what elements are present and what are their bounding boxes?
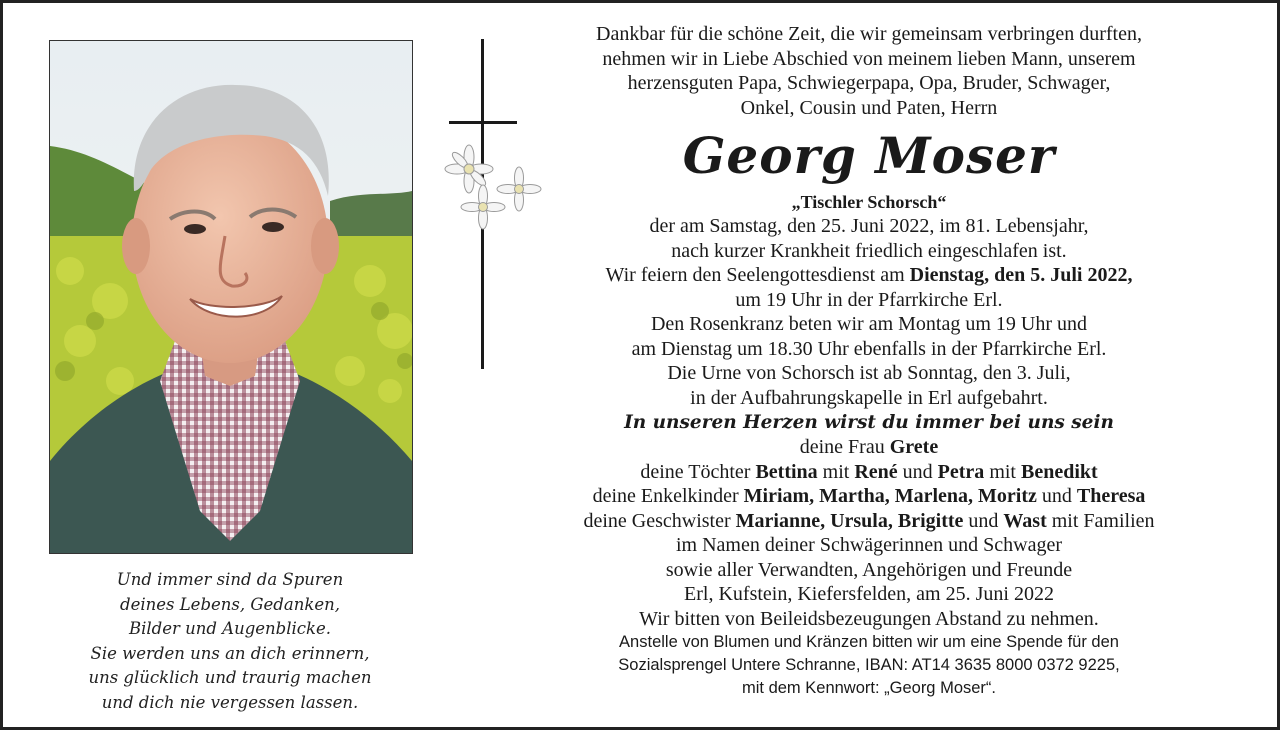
name: Benedikt <box>1020 460 1098 483</box>
deceased-name: Georg Moser <box>682 126 1056 185</box>
portrait-illustration <box>50 41 412 553</box>
donation-line: Anstelle von Blumen und Kränzen bitten wir um eine Spende für den <box>619 633 1119 651</box>
family-inlaws: im Namen deiner Schwägerinnen und Schwager <box>676 534 1062 556</box>
label: und <box>963 509 1004 532</box>
quote-line: Sie werden uns an dich erinnern, <box>90 643 370 663</box>
intro-line: Dankbar für die schöne Zeit, die wir gemeinsam verbringen durften, <box>596 23 1142 45</box>
family-wife <box>523 435 1215 460</box>
place-date: Erl, Kufstein, Kiefersfelden, am 25. Juni 2022 <box>684 583 1054 605</box>
nickname: „Tischler Schorsch“ <box>791 192 947 212</box>
motto: In unseren Herzen wirst du immer bei uns sein <box>624 412 1114 433</box>
urn-line: Die Urne von Schorsch ist ab Sonntag, den 3. Juli, <box>667 362 1071 384</box>
label: deine Frau <box>799 436 890 458</box>
intro-line: herzensguten Papa, Schwiegerpapa, Opa, Bruder, Schwager, <box>627 72 1111 94</box>
name: Petra <box>937 460 985 483</box>
name: Marianne, Ursula, Brigitte <box>735 509 964 532</box>
service-prefix: Wir feiern den Seelengottesdienst am <box>605 264 910 286</box>
quote-line: Bilder und Augenblicke. <box>128 619 332 638</box>
name: Bettina <box>755 460 818 483</box>
family-daughters <box>523 460 1215 485</box>
donation-line: Sozialsprengel Untere Schranne, IBAN: AT14 3635 8000 0372 9225, <box>618 656 1120 674</box>
label: deine Enkelkinder <box>592 485 744 507</box>
service-line <box>523 263 1215 288</box>
label: und <box>897 460 938 483</box>
label: mit <box>984 460 1021 483</box>
rosary-line: Den Rosenkranz beten wir am Montag um 19 Uhr und <box>650 313 1087 335</box>
condolence-note: Wir bitten von Beileidsbezeugungen Abstand zu nehmen. <box>639 607 1099 630</box>
service-line: um 19 Uhr in der Pfarrkirche Erl. <box>735 288 1003 311</box>
name: René <box>854 460 898 483</box>
death-line: nach kurzer Krankheit friedlich eingeschlafen ist. <box>671 239 1067 262</box>
urn-line: in der Aufbahrungskapelle in Erl aufgebahrt. <box>690 386 1048 409</box>
obituary-text <box>523 22 1215 700</box>
name: Miriam, Martha, Marlena, Moritz <box>743 485 1037 507</box>
name: Wast <box>1003 509 1047 532</box>
intro-line: nehmen wir in Liebe Abschied von meinem lieben Mann, unserem <box>602 47 1136 70</box>
name: Grete <box>889 436 939 458</box>
family-grandchildren <box>523 484 1215 509</box>
intro-line: Onkel, Cousin und Paten, Herrn <box>740 96 998 119</box>
donation-line: mit dem Kennwort: „Georg Moser“. <box>742 679 996 697</box>
label: mit Familien <box>1046 509 1155 532</box>
rosary-line: am Dienstag um 18.30 Uhr ebenfalls in der Pfarrkirche Erl. <box>631 337 1107 360</box>
memorial-quote <box>49 568 411 715</box>
name: Theresa <box>1076 485 1146 507</box>
label: und <box>1036 485 1077 507</box>
quote-line: deines Lebens, Gedanken, <box>120 594 340 614</box>
quote-line: und dich nie vergessen lassen. <box>101 692 359 712</box>
label: deine Töchter <box>640 460 756 483</box>
quote-line: uns glücklich und traurig machen <box>88 668 372 687</box>
label: deine Geschwister <box>583 509 736 532</box>
label: mit <box>817 460 855 483</box>
family-siblings <box>523 509 1215 534</box>
death-line: der am Samstag, den 25. Juni 2022, im 81. Lebensjahr, <box>649 215 1089 237</box>
quote-line: Und immer sind da Spuren <box>116 570 344 589</box>
service-date: Dienstag, den 5. Juli 2022, <box>909 264 1133 286</box>
family-relatives: sowie aller Verwandten, Angehörigen und Freunde <box>665 558 1073 581</box>
portrait-photo <box>49 40 413 554</box>
